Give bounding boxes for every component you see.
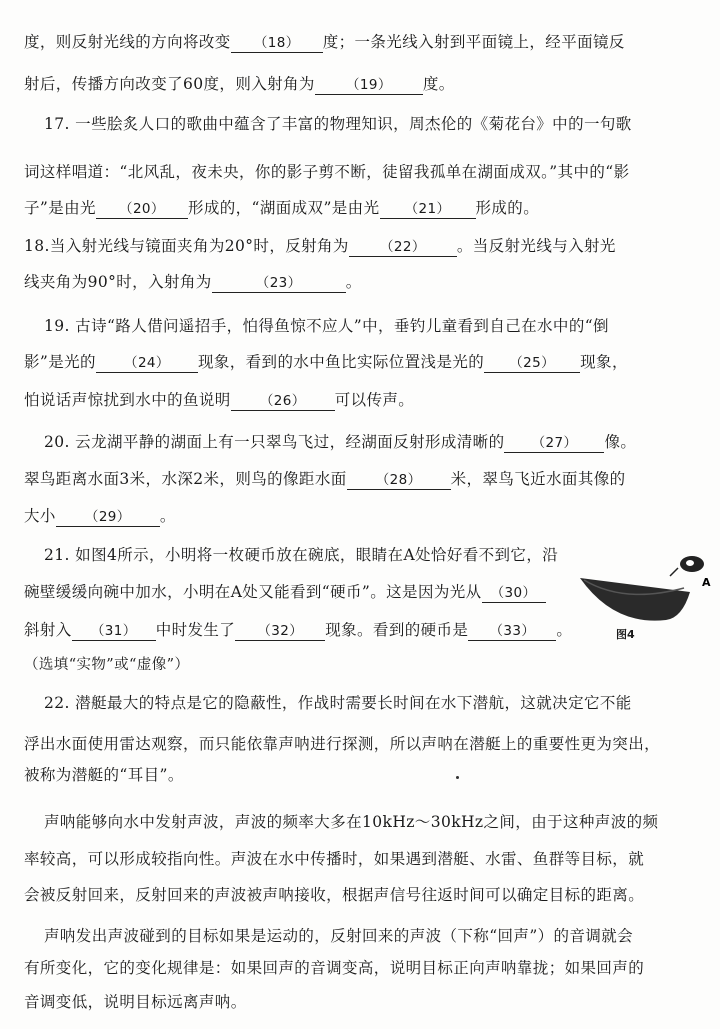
text: 碗壁缓缓向碗中加水，小明在A处又能看到“硬币”。这是因为光从 (24, 583, 482, 601)
text: 度。 (422, 75, 455, 93)
label-a: A (702, 576, 711, 589)
text: 会被反射回来，反射回来的声波被声呐接收，根据声信号往返时间可以确定目标的距离。 (24, 886, 645, 904)
text-line (24, 992, 247, 1012)
answer-blank-25[interactable]: （25） (484, 354, 580, 373)
text: 怕说话声惊扰到水中的鱼说明 (24, 391, 231, 409)
text: 。 (556, 621, 573, 639)
text-line (24, 765, 184, 785)
answer-blank-30[interactable]: （30） (482, 584, 546, 603)
answer-blank-31[interactable]: （31） (72, 622, 156, 641)
answer-blank-19[interactable]: （19） (315, 76, 423, 95)
text: 可以传声。 (334, 391, 415, 409)
text-line (24, 582, 546, 603)
text: 现象。看到的硬币是 (325, 621, 469, 639)
text: （选填“实物”或“虚像”） (24, 657, 190, 673)
answer-blank-20[interactable]: （20） (96, 200, 188, 219)
text: 22. 潜艇最大的特点是它的隐蔽性，作战时需要长时间在水下潜航，这就决定它不能 (44, 694, 632, 712)
text: 大小 (24, 507, 56, 525)
text: 20. 云龙湖平静的湖面上有一只翠鸟飞过，经湖面反射形成清晰的 (44, 433, 505, 451)
text: 音调变低，说明目标远离声呐。 (24, 993, 247, 1011)
answer-blank-18[interactable]: （18） (231, 34, 323, 53)
text: 形成的，“湖面成双”是由光 (187, 199, 380, 217)
bowl-shape (580, 578, 690, 621)
answer-blank-32[interactable]: （32） (235, 622, 325, 641)
text: 词这样唱道：“北风乱，夜未央，你的影子剪不断，徒留我孤单在湖面成双。”其中的“影 (24, 163, 630, 181)
answer-blank-21[interactable]: （21） (380, 200, 476, 219)
text: 斜射入 (24, 621, 72, 639)
text: 18.当入射光线与镜面夹角为20°时，反射角为 (24, 237, 349, 255)
text: 17. 一些脍炙人口的歌曲中蕴含了丰富的物理知识，周杰伦的《菊花台》中的一句歌 (44, 115, 632, 133)
text: 形成的。 (475, 199, 540, 217)
text-line (24, 506, 176, 527)
text-line (24, 469, 626, 490)
question-20 (44, 432, 636, 453)
question-17 (44, 114, 632, 134)
text-line (24, 162, 630, 182)
text-line (24, 272, 362, 293)
text: 线夹角为90°时，入射角为 (24, 273, 212, 291)
text: 浮出水面使用雷达观察，而只能依靠声呐进行探测，所以声呐在潜艇上的重要性更为突出， (24, 735, 661, 753)
text: 翠鸟距离水面3米，水深2米，则鸟的像距水面 (24, 470, 347, 488)
text: 射后，传播方向改变了60度，则入射角为 (24, 75, 315, 93)
text-line (24, 390, 414, 411)
question-19 (44, 316, 609, 336)
text: 子”是由光 (24, 199, 96, 217)
text: 现象，看到的水中鱼比实际位置浅是光的 (197, 353, 485, 371)
answer-blank-23[interactable]: （23） (212, 274, 346, 293)
text-line (24, 352, 628, 373)
text-line (24, 620, 572, 641)
sight-line (670, 568, 678, 576)
text: 。 (159, 507, 176, 525)
text-line (24, 198, 539, 219)
figure-caption: 图4 (616, 628, 635, 641)
text-line (24, 958, 644, 978)
text-line (24, 32, 625, 53)
text: 声呐发出声波碰到的目标如果是运动的，反射回来的声波（下称“回声”）的音调就会 (44, 927, 634, 945)
text: 。当反射光线与入射光 (456, 237, 616, 255)
text: 中时发生了 (155, 621, 236, 639)
answer-blank-26[interactable]: （26） (231, 392, 335, 411)
answer-blank-24[interactable]: （24） (96, 354, 198, 373)
text: 有所变化，它的变化规律是：如果回声的音调变高，说明目标正向声呐靠拢；如果回声的 (24, 959, 645, 977)
text-line (24, 885, 644, 905)
text-line (24, 734, 660, 754)
text: 度；一条光线入射到平面镜上，经平面镜反 (322, 33, 625, 51)
bowl-coin-eye-icon (574, 552, 714, 652)
text: 率较高，可以形成较指向性。声波在水中传播时，如果遇到潜艇、水雷、鱼群等目标，就 (24, 850, 645, 868)
text: 21. 如图4所示，小明将一枚硬币放在碗底，眼睛在A处恰好看不到它，沿 (44, 546, 559, 564)
text: 声呐能够向水中发射声波，声波的频率大多在10kHz～30kHz之间，由于这种声波的频 (44, 813, 659, 831)
text: 米，翠鸟飞近水面其像的 (450, 470, 626, 488)
question-21 (44, 545, 558, 565)
stray-mark (456, 776, 459, 779)
text: 影”是光的 (24, 353, 96, 371)
text: 被称为潜艇的“耳目”。 (24, 766, 184, 784)
answer-blank-33[interactable]: （33） (468, 622, 556, 641)
answer-blank-22[interactable]: （22） (349, 238, 457, 257)
answer-blank-28[interactable]: （28） (347, 471, 451, 490)
question-22 (44, 693, 632, 713)
text-line (44, 926, 633, 946)
text: 。 (345, 273, 362, 291)
text: 度，则反射光线的方向将改变 (24, 33, 231, 51)
text-line (24, 655, 189, 675)
text-line (24, 849, 644, 869)
text-line (24, 74, 455, 95)
text-line (44, 812, 658, 832)
text: 现象， (580, 353, 628, 371)
text: 像。 (604, 433, 637, 451)
answer-blank-29[interactable]: （29） (56, 508, 160, 527)
eye-highlight (686, 560, 694, 566)
question-18 (24, 236, 616, 257)
answer-blank-27[interactable]: （27） (504, 434, 604, 453)
text: 19. 古诗“路人借问遥招手，怕得鱼惊不应人”中，垂钓儿童看到自己在水中的“倒 (44, 317, 609, 335)
